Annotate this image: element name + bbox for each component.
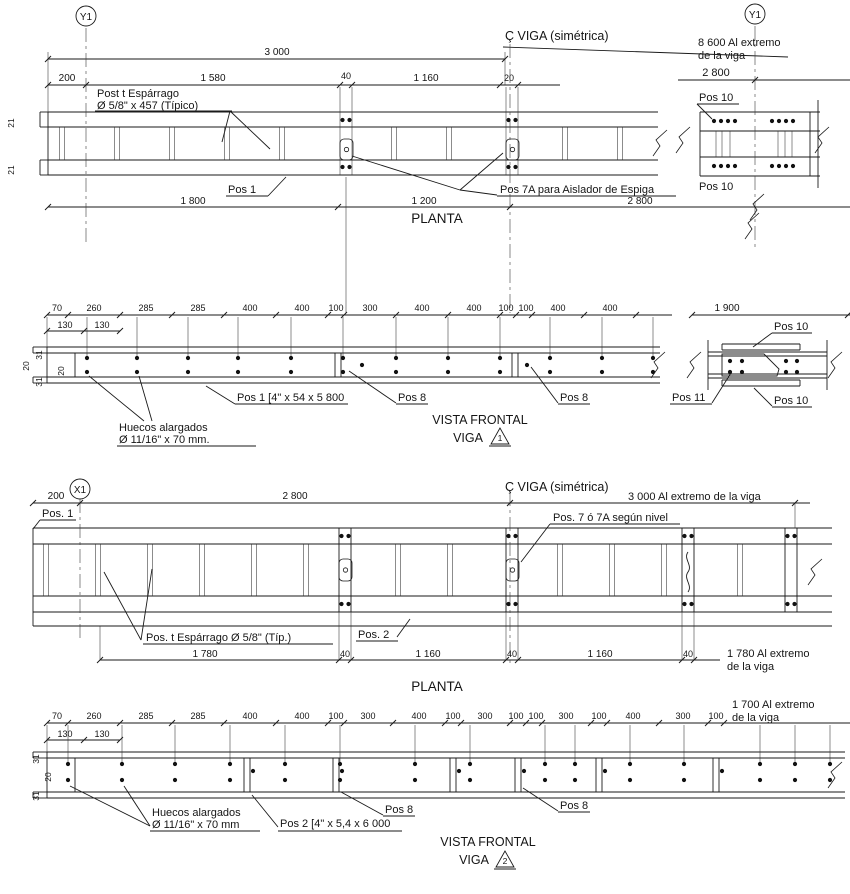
side-dim-label: 20 bbox=[21, 361, 31, 371]
bolt-dot bbox=[340, 165, 344, 169]
end-note-line2: de la viga bbox=[732, 712, 780, 724]
side-dim-label: 20 bbox=[43, 772, 53, 782]
bolt-dot bbox=[600, 370, 604, 374]
dim-label: 70 bbox=[51, 303, 63, 313]
dim-label: 400 bbox=[411, 711, 427, 721]
bolt-dot bbox=[784, 164, 788, 168]
bolt-dot bbox=[728, 370, 732, 374]
bolt-dot bbox=[347, 165, 351, 169]
dim-label: 1 160 bbox=[415, 649, 441, 660]
bolt-dot bbox=[173, 778, 177, 782]
bolt-dot bbox=[339, 602, 343, 606]
bolt-dot bbox=[733, 119, 737, 123]
pos7-label: Pos. 7 ó 7A según nivel bbox=[553, 512, 668, 524]
bolt-dot bbox=[573, 762, 577, 766]
pos10-bottom-label: Pos 10 bbox=[774, 395, 809, 407]
bolt-dot bbox=[828, 762, 832, 766]
pos8-label: Pos 8 bbox=[560, 392, 589, 404]
dim-label: 40 bbox=[339, 649, 351, 659]
bolt-dot bbox=[733, 164, 737, 168]
dim-label: 285 bbox=[190, 711, 206, 721]
bolt-dot bbox=[682, 778, 686, 782]
bolt-dot bbox=[628, 778, 632, 782]
dim-label: 2 800 bbox=[627, 196, 653, 207]
bolt-dot bbox=[777, 119, 781, 123]
dim-label: 400 bbox=[550, 303, 566, 313]
dim-label: 1 780 bbox=[192, 649, 218, 660]
dim-label: 40 bbox=[506, 649, 518, 659]
dim-label: 40 bbox=[340, 71, 352, 81]
dim-label: 260 bbox=[86, 303, 102, 313]
bolt-dot bbox=[66, 762, 70, 766]
view-title-planta1: PLANTA bbox=[411, 211, 463, 226]
bolt-dot bbox=[413, 778, 417, 782]
bolt-dot bbox=[446, 370, 450, 374]
bolt-dot bbox=[135, 370, 139, 374]
bolt-dot bbox=[770, 164, 774, 168]
view-title-planta2: PLANTA bbox=[411, 679, 463, 694]
side-dim-label: 31 bbox=[31, 754, 41, 764]
bolt-dot bbox=[603, 769, 607, 773]
bolt-dot bbox=[513, 165, 517, 169]
bolt-dot bbox=[792, 534, 796, 538]
bolt-dot bbox=[513, 534, 517, 538]
dim-label: 400 bbox=[294, 303, 310, 313]
pos1-label: Pos. 1 bbox=[42, 508, 74, 520]
pos8-label: Pos 8 bbox=[560, 800, 589, 812]
side-dim-label: 21 bbox=[6, 165, 16, 175]
pos2-channel-label: Pos 2 [4" x 5,4 x 6 000 bbox=[280, 818, 391, 830]
bolt-dot bbox=[506, 534, 510, 538]
bolt-dot bbox=[793, 778, 797, 782]
bolt-dot bbox=[513, 118, 517, 122]
dim-label: 400 bbox=[242, 711, 258, 721]
bolt-dot bbox=[543, 762, 547, 766]
view-title-front2b: VIGA bbox=[459, 853, 489, 867]
bolt-dot bbox=[651, 356, 655, 360]
bolt-dot bbox=[283, 778, 287, 782]
side-dim-label: 21 bbox=[6, 118, 16, 128]
dim-label: 300 bbox=[675, 711, 691, 721]
dim-label: 130 bbox=[57, 320, 73, 330]
dim-label: 70 bbox=[51, 711, 63, 721]
bolt-dot bbox=[682, 602, 686, 606]
bolt-dot bbox=[719, 119, 723, 123]
bolt-dot bbox=[394, 356, 398, 360]
bolt-dot bbox=[784, 119, 788, 123]
dim-label: 20 bbox=[503, 73, 515, 83]
bolt-dot bbox=[339, 534, 343, 538]
dim-label: 400 bbox=[242, 303, 258, 313]
tab-hole bbox=[510, 568, 514, 572]
side-dim-label: 31 bbox=[34, 377, 44, 387]
tab-hole bbox=[510, 147, 514, 151]
dim-label: 100 bbox=[328, 711, 344, 721]
pos10-top-label: Pos 10 bbox=[774, 321, 809, 333]
bolt-dot bbox=[758, 762, 762, 766]
bolt-dot bbox=[341, 370, 345, 374]
bolt-dot bbox=[543, 778, 547, 782]
side-dim-label: 20 bbox=[56, 366, 66, 376]
grid-bubble-label: Y1 bbox=[748, 10, 762, 21]
bolt-dot bbox=[457, 769, 461, 773]
bolt-dot bbox=[498, 356, 502, 360]
bolt-dot bbox=[120, 778, 124, 782]
side-dim-label: 31 bbox=[31, 791, 41, 801]
bolt-dot bbox=[522, 769, 526, 773]
bolt-dot bbox=[66, 778, 70, 782]
bolt-dot bbox=[513, 602, 517, 606]
dim-label: 130 bbox=[57, 729, 73, 739]
dim-label: 130 bbox=[94, 320, 110, 330]
bolt-dot bbox=[228, 778, 232, 782]
stud-note-line2: Ø 5/8" x 457 (Típico) bbox=[97, 100, 199, 112]
bolt-dot bbox=[712, 119, 716, 123]
beam-flag-number: 2 bbox=[502, 856, 508, 866]
dim-label: 40 bbox=[682, 649, 694, 659]
bolt-dot bbox=[784, 359, 788, 363]
pos10-top-label: Pos 10 bbox=[699, 92, 734, 104]
pos8-label: Pos 8 bbox=[398, 392, 427, 404]
dim-label: 100 bbox=[445, 711, 461, 721]
bolt-dot bbox=[135, 356, 139, 360]
dim-label: 300 bbox=[360, 711, 376, 721]
dim-label: 100 bbox=[328, 303, 344, 313]
bolt-dot bbox=[795, 370, 799, 374]
bolt-dot bbox=[341, 356, 345, 360]
bolt-dot bbox=[573, 778, 577, 782]
dim-label: 130 bbox=[94, 729, 110, 739]
bolt-dot bbox=[251, 769, 255, 773]
bolt-dot bbox=[689, 602, 693, 606]
bolt-dot bbox=[446, 356, 450, 360]
bolt-dot bbox=[236, 356, 240, 360]
bolt-dot bbox=[338, 762, 342, 766]
holes-note-line1: Huecos alargados bbox=[119, 422, 208, 434]
bolt-dot bbox=[360, 363, 364, 367]
dim-label: 200 bbox=[47, 491, 65, 502]
dim-label: 1 800 bbox=[180, 196, 206, 207]
bolt-dot bbox=[283, 762, 287, 766]
dim-label-total: 3 000 bbox=[264, 47, 290, 58]
bolt-dot bbox=[289, 370, 293, 374]
bolt-dot bbox=[785, 602, 789, 606]
dim-label: 260 bbox=[86, 711, 102, 721]
pos11-label: Pos 11 bbox=[672, 392, 706, 404]
bolt-dot bbox=[506, 118, 510, 122]
stud-note: Pos. t Espárrago Ø 5/8" (Típ.) bbox=[146, 632, 292, 644]
dim-label: 100 bbox=[528, 711, 544, 721]
dim-label: 1 160 bbox=[587, 649, 613, 660]
bolt-dot bbox=[413, 762, 417, 766]
side-dim-label: 31 bbox=[34, 350, 44, 360]
bolt-dot bbox=[506, 165, 510, 169]
bolt-dot bbox=[785, 534, 789, 538]
bolt-dot bbox=[173, 762, 177, 766]
bolt-dot bbox=[726, 164, 730, 168]
pos1-label: Pos 1 bbox=[228, 184, 257, 196]
dim-label: 400 bbox=[294, 711, 310, 721]
dim-label: 100 bbox=[708, 711, 724, 721]
bolt-dot bbox=[394, 370, 398, 374]
tab-hole bbox=[343, 568, 347, 572]
end-dim-note-line1: 1 780 Al extremo bbox=[727, 648, 810, 660]
view-title-front1b: VIGA bbox=[453, 431, 483, 445]
bolt-dot bbox=[548, 370, 552, 374]
bolt-dot bbox=[340, 769, 344, 773]
dim-label: 100 bbox=[591, 711, 607, 721]
bolt-dot bbox=[740, 359, 744, 363]
bolt-dot bbox=[236, 370, 240, 374]
end-note-line2: de la viga bbox=[698, 50, 746, 62]
dim-label: 400 bbox=[466, 303, 482, 313]
bolt-dot bbox=[600, 356, 604, 360]
bolt-dot bbox=[338, 778, 342, 782]
beam-flag-number: 1 bbox=[497, 433, 503, 443]
bolt-dot bbox=[120, 762, 124, 766]
bolt-dot bbox=[828, 778, 832, 782]
dim-label: 100 bbox=[508, 711, 524, 721]
bolt-dot bbox=[758, 778, 762, 782]
dim-label: 400 bbox=[625, 711, 641, 721]
holes-note-line2: Ø 11/16" x 70 mm bbox=[152, 819, 240, 831]
bolt-dot bbox=[289, 356, 293, 360]
dim-label: 285 bbox=[138, 711, 154, 721]
dim-label: 400 bbox=[414, 303, 430, 313]
dim-label: 1 900 bbox=[714, 303, 740, 314]
dim-label: 2 800 bbox=[702, 67, 730, 79]
bolt-dot bbox=[525, 363, 529, 367]
dim-label: 300 bbox=[477, 711, 493, 721]
bolt-dot bbox=[186, 356, 190, 360]
end-note: 3 000 Al extremo de la viga bbox=[628, 491, 761, 503]
holes-note-line2: Ø 11/16" x 70 mm. bbox=[119, 434, 210, 446]
bolt-dot bbox=[346, 602, 350, 606]
end-note-line1: 1 700 Al extremo bbox=[732, 699, 815, 711]
centerline-label: Ç VIGA (simétrica) bbox=[505, 480, 609, 494]
dim-label: 400 bbox=[602, 303, 618, 313]
dim-label: 1 580 bbox=[200, 73, 226, 84]
bolt-dot bbox=[682, 762, 686, 766]
bolt-dot bbox=[468, 762, 472, 766]
tab-hole bbox=[344, 147, 348, 151]
dim-label: 100 bbox=[498, 303, 514, 313]
bolt-dot bbox=[712, 164, 716, 168]
dim-label: 100 bbox=[518, 303, 534, 313]
bolt-dot bbox=[689, 534, 693, 538]
centerline-label: Ç VIGA (simétrica) bbox=[505, 29, 609, 43]
pos2-label: Pos. 2 bbox=[358, 629, 390, 641]
bolt-dot bbox=[740, 370, 744, 374]
stud-note-line1: Post t Espárrago bbox=[97, 88, 179, 100]
bolt-dot bbox=[728, 359, 732, 363]
pos1-channel-label: Pos 1 [4" x 54 x 5 800 bbox=[237, 392, 345, 404]
bolt-dot bbox=[791, 119, 795, 123]
grid-bubble-label: X1 bbox=[73, 485, 87, 496]
bolt-dot bbox=[784, 370, 788, 374]
bolt-dot bbox=[719, 164, 723, 168]
dim-label: 1 160 bbox=[413, 73, 439, 84]
pos8-label: Pos 8 bbox=[385, 804, 414, 816]
bolt-dot bbox=[720, 769, 724, 773]
dim-label: 285 bbox=[138, 303, 154, 313]
dim-label: 285 bbox=[190, 303, 206, 313]
bolt-dot bbox=[682, 534, 686, 538]
pos10-bottom-label: Pos 10 bbox=[699, 181, 734, 193]
bolt-dot bbox=[85, 356, 89, 360]
dim-label: 2 800 bbox=[282, 491, 308, 502]
pos7a-label: Pos 7A para Aislador de Espiga bbox=[500, 184, 655, 196]
bolt-dot bbox=[726, 119, 730, 123]
bolt-dot bbox=[347, 118, 351, 122]
bolt-dot bbox=[186, 370, 190, 374]
bolt-dot bbox=[228, 762, 232, 766]
holes-note-line1: Huecos alargados bbox=[152, 807, 241, 819]
bolt-dot bbox=[498, 370, 502, 374]
bolt-dot bbox=[628, 762, 632, 766]
bolt-dot bbox=[85, 370, 89, 374]
bolt-dot bbox=[506, 602, 510, 606]
bolt-dot bbox=[792, 602, 796, 606]
bolt-dot bbox=[793, 762, 797, 766]
end-dim-note-line2: de la viga bbox=[727, 661, 775, 673]
bolt-dot bbox=[340, 118, 344, 122]
bolt-dot bbox=[795, 359, 799, 363]
dim-label: 300 bbox=[362, 303, 378, 313]
bolt-dot bbox=[548, 356, 552, 360]
dim-label: 1 200 bbox=[411, 196, 437, 207]
bolt-dot bbox=[468, 778, 472, 782]
bolt-dot bbox=[770, 119, 774, 123]
dim-label: 300 bbox=[558, 711, 574, 721]
end-note-line1: 8 600 Al extremo bbox=[698, 37, 781, 49]
dim-label: 200 bbox=[58, 73, 76, 84]
view-title-front1: VISTA FRONTAL bbox=[432, 413, 528, 427]
bolt-dot bbox=[791, 164, 795, 168]
grid-bubble-label: Y1 bbox=[79, 12, 93, 23]
bolt-dot bbox=[346, 534, 350, 538]
bolt-dot bbox=[777, 164, 781, 168]
view-title-front2: VISTA FRONTAL bbox=[440, 835, 536, 849]
